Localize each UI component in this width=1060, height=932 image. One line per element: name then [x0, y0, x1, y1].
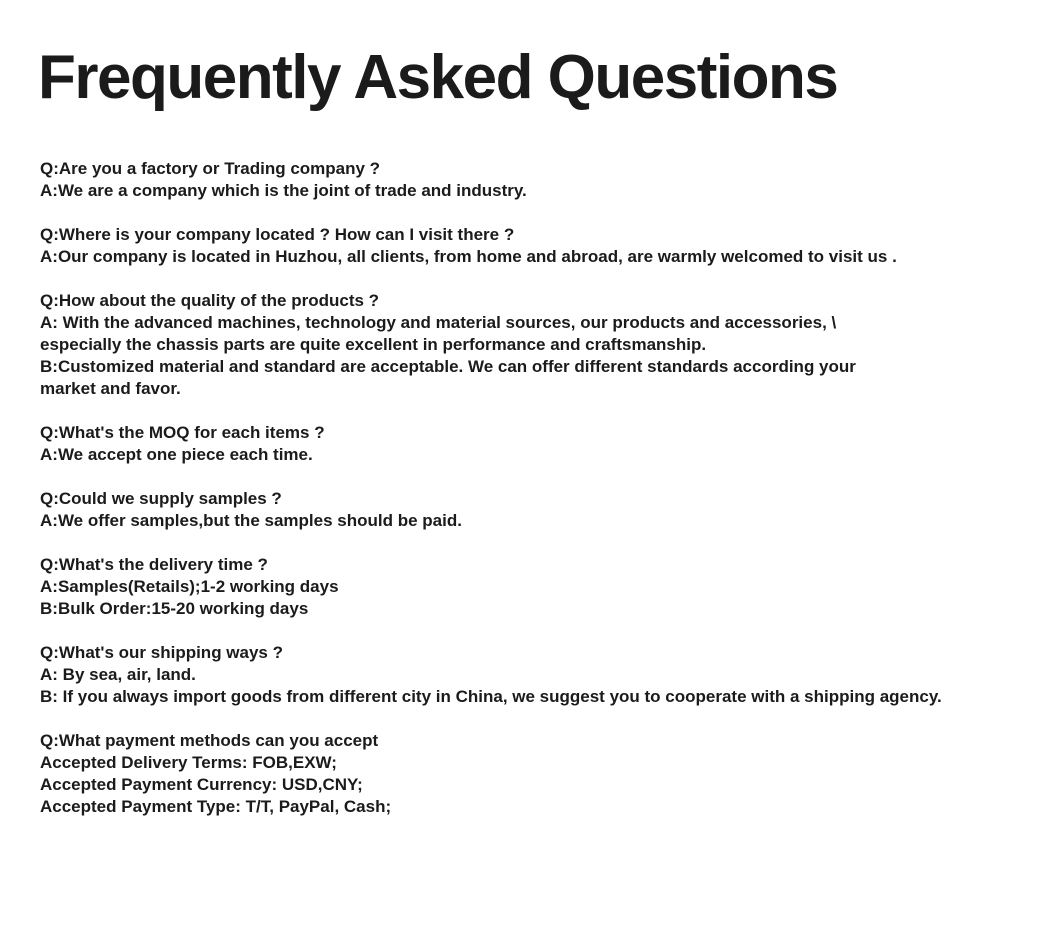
faq-answer: B:Customized material and standard are acceptable. We can offer different standards according your	[40, 357, 856, 377]
faq-section	[40, 422, 1030, 466]
faq-section	[40, 554, 1030, 620]
faq-answer: Accepted Delivery Terms: FOB,EXW;	[40, 753, 337, 773]
faq-question: Q:What's the MOQ for each items ?	[40, 423, 325, 443]
faq-question: Q:What's our shipping ways ?	[40, 643, 283, 663]
faq-answer: A:We accept one piece each time.	[40, 445, 313, 465]
faq-answer: A:We are a company which is the joint of trade and industry.	[40, 181, 527, 201]
page-title: Frequently Asked Questions	[38, 43, 838, 112]
faq-answer: B: If you always import goods from different city in China, we suggest you to cooperate with a shipping agency.	[40, 687, 942, 707]
faq-section	[40, 642, 1030, 708]
faq-answer: A:Our company is located in Huzhou, all clients, from home and abroad, are warmly welcomed to visit us .	[40, 247, 897, 267]
faq-answer: especially the chassis parts are quite excellent in performance and craftsmanship.	[40, 335, 707, 355]
faq-answer: Accepted Payment Currency: USD,CNY;	[40, 775, 363, 795]
faq-list	[38, 158, 1030, 818]
faq-answer: B:Bulk Order:15-20 working days	[40, 599, 309, 619]
faq-answer: market and favor.	[40, 379, 181, 399]
faq-section	[40, 488, 1030, 532]
faq-section	[40, 290, 1030, 400]
faq-question: Q:What payment methods can you accept	[40, 731, 379, 751]
faq-section	[40, 730, 1030, 818]
faq-question: Q:Where is your company located ? How can I visit there ?	[40, 225, 515, 245]
faq-question: Q:Are you a factory or Trading company ?	[40, 159, 381, 179]
faq-question: Q:Could we supply samples ?	[40, 489, 282, 509]
faq-answer: A:Samples(Retails);1-2 working days	[40, 577, 339, 597]
faq-answer: Accepted Payment Type: T/T, PayPal, Cash;	[40, 797, 392, 817]
faq-answer: A: By sea, air, land.	[40, 665, 196, 685]
faq-section	[40, 224, 1030, 268]
faq-answer: A: With the advanced machines, technology and material sources, our products and accessories, \	[40, 313, 837, 333]
faq-question: Q:What's the delivery time ?	[40, 555, 268, 575]
faq-section	[40, 158, 1030, 202]
faq-question: Q:How about the quality of the products ?	[40, 291, 380, 311]
faq-answer: A:We offer samples,but the samples should be paid.	[40, 511, 462, 531]
